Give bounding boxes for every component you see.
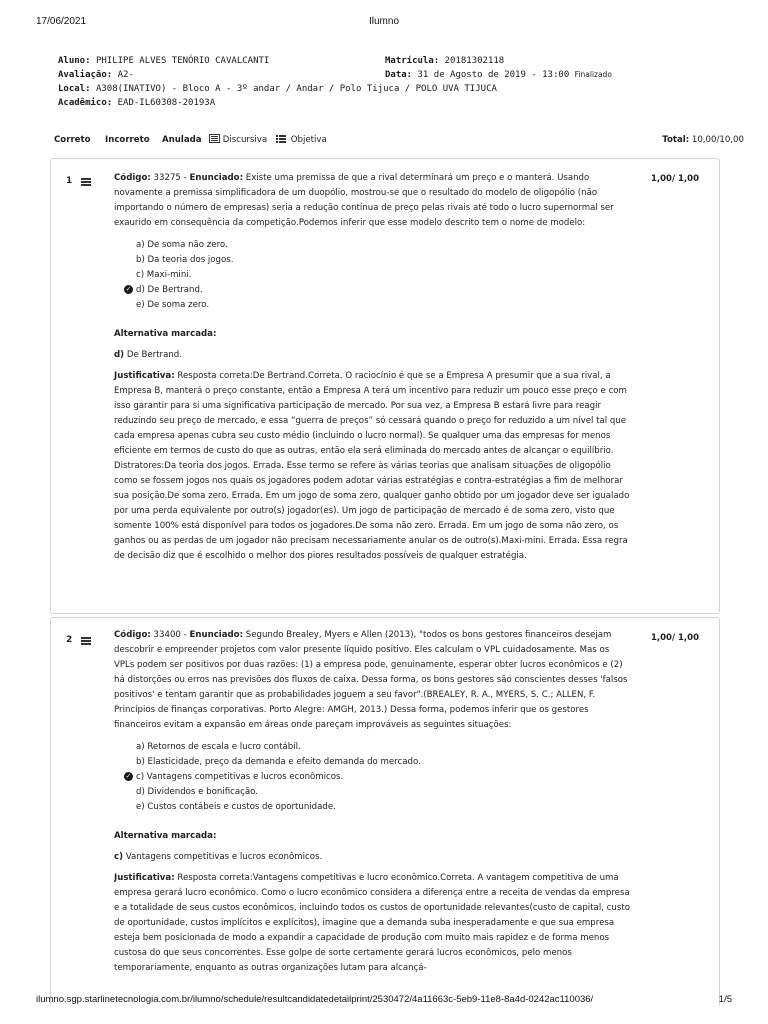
- matricula-label: Matrícula:: [385, 56, 440, 66]
- alternatives-list: [125, 740, 632, 815]
- question-statement: Código: 33400 - Enunciado: Segundo Brealey, Myers e Allen (2013), "todos os bons gestores financeiros desejam descobrir e empreender projetos com valor presente líquido positivo. Eles calculam o VPL cuidadosamente. Mas os VPLs podem ser positivos por duas razões: (1) a empresa pode, genuinamente, esperar obter lucros econômicos e (2) há distorções ou erros nas previsões dos fluxos de caixa. Dessa forma, os bons gestores são conscientes desses 'falsos positivos' e tentam garantir que as probabilidades joguem a seu favor".(BREALEY, R. A., MYERS, S. C.; ALLEN, F. Princípios de finanças corporativas. Porto Alegre: AMGH, 2013.) Dessa forma, podemos inferir que os gestores financeiros evitam a expansão em áreas onde pareçam improváveis as seguintes situações:: [114, 630, 628, 730]
- justificativa: Justificativa: Resposta correta:De Bertrand.Correta. O raciocínio é que se a Empresa A presumir que a sua rival, a Empresa B, manterá o preço constante, então a Empresa A terá um incentivo para reduzir um pouco esse preço e com isso garantir para si uma significativa participação de mercado. Por sua vez, a Empresa B estará livre para reagir reduzindo seu preço de mercado, e essa “guerra de preços” só cessará quando o preço for reduzido a um nível tal que cada empresa apenas cubra seu custo médio (incluindo o lucro normal). Se qualquer uma das empresas for menos eficiente em termos de custo do que as outras, então ela será eliminada do mercado antes de alcançar o equilíbrio. Distratores:Da teoria dos jogos. Errada. Esse termo se refere às várias teorias que analisam situações de oligopólio como se fossem jogos nos quais os jogadores podem adotar várias estratégias e contra-estratégias a fim de melhorar sua posição.De soma zero. Errada. Em um jogo de soma zero, qualquer ganho obtido por um jogador deve ser igualado por uma perda equivalente por outro(s) jogador(es). Um jogo de participação de mercado é de soma zero, visto que somente 100% está disponível para todos os jogadores.De soma não zero. Errada. Em um jogo de soma não zero, os ganhos ou as perdas de um jogador não precisam necessariamente anular os de outro(s).Maxi-mini. Errada. Essa regra de decisão diz que é escolhido o melhor dos piores resultados possíveis de qualquer estratégia.: [114, 371, 630, 561]
- list-icon: [81, 637, 91, 645]
- alternative-item: a) Retornos de escala e lucro contábil.: [136, 742, 301, 752]
- print-title: Ilumno: [368, 16, 399, 27]
- matricula-value: 20181302118: [444, 56, 505, 66]
- alternative-item: b) Da teoria dos jogos.: [136, 255, 234, 265]
- question-statement: Código: 33275 - Enunciado: Existe uma premissa de que a rival determinará um preço e o manterá. Usando novamente a premissa simplificadora de um duopólio, mostrou-se que o resultado do modelo de oligopólio (não importando o número de empresas) seria a redução contínua de preço pelas rivais até todo o lucro supernormal ser exaurido em consequência da competição.Podemos inferir que esse modelo descrito tem o nome de modelo:: [114, 173, 614, 228]
- book-icon: [209, 134, 220, 143]
- academico-value: EAD-IL60308-20193A: [117, 98, 216, 108]
- justificativa-text: Resposta correta:De Bertrand.Correta. O raciocínio é que se a Empresa A presumir que a sua rival, a Empresa B, manterá o preço constante, então a Empresa A terá um incentivo para reduzir um pouco esse preço e com isso garantir para si uma significativa participação de mercado. Por sua vez, a Empresa B estará livre para reagir reduzindo seu preço de mercado, e essa “guerra de preços” só cessará quando o preço for reduzido a um nível tal que cada empresa apenas cubra seu custo médio (incluindo o lucro normal). Se qualquer uma das empresas for menos eficiente em termos de custo do que as outras, então ela será eliminada do mercado antes de alcançar o equilíbrio. Distratores:Da teoria dos jogos. Errada. Esse termo se refere às várias teorias que analisam situações de oligopólio como se fossem jogos nos quais os jogadores podem adotar várias estratégias e contra-estratégias a fim de melhorar sua posição.De soma zero. Errada. Em um jogo de soma zero, qualquer ganho obtido por um jogador deve ser igualado por uma perda equivalente por outro(s) jogador(es). Um jogo de participação de mercado é de soma zero, visto que somente 100% está disponível para todos os jogadores.De soma não zero. Errada. Em um jogo de soma não zero, os ganhos ou as perdas de um jogador não precisam necessariamente anular os de outro(s).Maxi-mini. Errada. Essa regra de decisão diz que é escolhido o melhor dos piores resultados possíveis de qualquer estratégia.: [114, 371, 630, 561]
- local-label: Local:: [58, 84, 91, 94]
- total-label: Total:: [662, 135, 690, 145]
- local-value: A308(INATIVO) - Bloco A - 3º andar / Andar / Polo Tijuca / POLO UVA TIJUCA: [95, 84, 497, 94]
- alternatives-list: [125, 238, 632, 313]
- academico-row: [58, 96, 215, 110]
- legend-anulada: Anulada: [162, 135, 202, 145]
- marked-answer: d) De Bertrand.: [114, 350, 182, 360]
- alternative-item-correct: ✓ d) De Bertrand.: [125, 285, 203, 295]
- student-name: PHILIPE ALVES TENÓRIO CAVALCANTI: [95, 56, 270, 66]
- student-name-row: [58, 54, 269, 68]
- data-row: [385, 68, 612, 82]
- print-header: [0, 16, 768, 32]
- legend-discursiva-label: Discursiva: [222, 135, 268, 145]
- question-body: [114, 171, 632, 564]
- justificativa: Justificativa: Resposta correta:Vantagens competitivas e lucro econômico.Correta. A vantagem competitiva de uma empresa gerará lucro econômico. Como o lucro econômico considera a diferença entre a receita de vendas da empresa e a totalidade de seus custos econômicos, incluindo todos os custos de oportunidade relevantes(custo de capital, custo de oportunidade, custos implícitos e explícitos), imagine que a demanda suba inesperadamente e que sua empresa esteja bem posicionada de modo a expandir a capacidade de produção com muito mais rapidez e de forma menos custosa do que seus concorrentes. Esse golpe de sorte certamente gerará lucros econômicos, pelo menos temporariamente, enquanto as outras organizações lutam para alcançá-: [114, 873, 630, 973]
- avaliacao-value: A2-: [117, 70, 134, 80]
- alternative-item: e) De soma zero.: [136, 300, 210, 310]
- question-score: 1,00/ 1,00: [650, 633, 699, 643]
- avaliacao-row: [58, 68, 134, 82]
- legend-objetiva-label: Objetiva: [290, 135, 327, 145]
- marked-answer: c) Vantagens competitivas e lucros econômicos.: [114, 852, 323, 862]
- legend-discursiva: [209, 132, 267, 148]
- legend-correto: Correto: [54, 135, 91, 145]
- alternative-item: c) Maxi-mini.: [136, 270, 192, 280]
- page-number: 1/5: [718, 994, 732, 1005]
- local-row: [58, 82, 497, 96]
- question-score: 1,00/ 1,00: [650, 174, 699, 184]
- student-name-label: Aluno:: [58, 56, 91, 66]
- legend-objetiva: [276, 132, 327, 148]
- matricula-row: [385, 54, 504, 68]
- alternative-item: b) Elasticidade, preço da demanda e efeito demanda do mercado.: [136, 757, 421, 767]
- justificativa-text: Resposta correta:Vantagens competitivas e lucro econômico.Correta. A vantagem competitiva de uma empresa gerará lucro econômico. Como o lucro econômico considera a diferença entre a receita de vendas da empresa e a totalidade de seus custos econômicos, incluindo todos os custos de oportunidade relevantes(custo de capital, custo de oportunidade, custos implícitos e explícitos), imagine que a demanda suba inesperadamente e que sua empresa esteja bem posicionada de modo a expandir a capacidade de produção com muito mais rapidez e de forma menos custosa do que seus concorrentes. Esse golpe de sorte certamente gerará lucros econômicos, pelo menos temporariamente, enquanto as outras organizações lutam para alcançá-: [114, 873, 630, 973]
- legend-bar: [54, 132, 744, 148]
- question-card: [50, 158, 720, 614]
- status-finalizado: Finalizado: [574, 70, 612, 79]
- data-value: 31 de Agosto de 2019 - 13:00: [417, 70, 570, 80]
- list-icon: [276, 135, 286, 143]
- alternative-item: d) Dividendos e bonificação.: [136, 787, 258, 797]
- legend-incorreto: Incorreto: [105, 135, 150, 145]
- total-value: 10,00/10,00: [691, 135, 744, 145]
- data-label: Data:: [385, 70, 413, 80]
- alternative-item: e) Custos contábeis e custos de oportunidade.: [136, 802, 336, 812]
- question-number: 1: [66, 176, 73, 186]
- alternativa-marcada-label: Alternativa marcada:: [114, 831, 217, 841]
- list-icon: [81, 178, 91, 186]
- enunciado-text: Existe uma premissa de que a rival determinará um preço e o manterá. Usando novamente a premissa simplificadora de um duopólio, mostrou-se que o resultado do modelo de oligopólio (não importando o número de empresas) seria a redução contínua de preço pelas rivais até todo o lucro supernormal ser exaurido em consequência da competição.Podemos inferir que esse modelo descrito tem o nome de modelo:: [114, 173, 614, 228]
- print-date: 17/06/2021: [36, 16, 87, 27]
- total-score: [662, 132, 744, 148]
- alternative-item: a) De soma não zero.: [136, 240, 228, 250]
- question-card: [50, 617, 720, 1007]
- check-circle-icon: ✓: [125, 285, 132, 293]
- alternative-item-correct: ✓ c) Vantagens competitivas e lucros econômicos.: [125, 772, 344, 782]
- alternativa-marcada-label: Alternativa marcada:: [114, 329, 217, 339]
- enunciado-text: Segundo Brealey, Myers e Allen (2013), "todos os bons gestores financeiros desejam descobrir e empreender projetos com valor presente líquido positivo. Eles calculam o VPL cuidadosamente. Mas os VPLs podem ser positivos por duas razões: (1) a empresa pode, genuinamente, esperar obter lucros econômicos e (2) há distorções ou erros nas previsões dos fluxos de caixa. Dessa forma, os bons gestores são conscientes desses 'falsos positivos' e tentam garantir que as probabilidades joguem a seu favor".(BREALEY, R. A., MYERS, S. C.; ALLEN, F. Princípios de finanças corporativas. Porto Alegre: AMGH, 2013.) Dessa forma, podemos inferir que os gestores financeiros evitam a expansão em áreas onde pareçam improváveis as seguintes situações:: [114, 630, 628, 730]
- question-number: 2: [66, 635, 73, 645]
- page-url: ilumno.sgp.starlinetecnologia.com.br/ilumno/schedule/resultcandidatedetailprint/2530472/4a11663c-5eb9-11e8-8a4d-0242ac110036/: [36, 994, 594, 1005]
- question-body: [114, 628, 632, 991]
- avaliacao-label: Avaliação:: [58, 70, 113, 80]
- academico-label: Acadêmico:: [58, 98, 113, 108]
- check-circle-icon: ✓: [125, 772, 132, 780]
